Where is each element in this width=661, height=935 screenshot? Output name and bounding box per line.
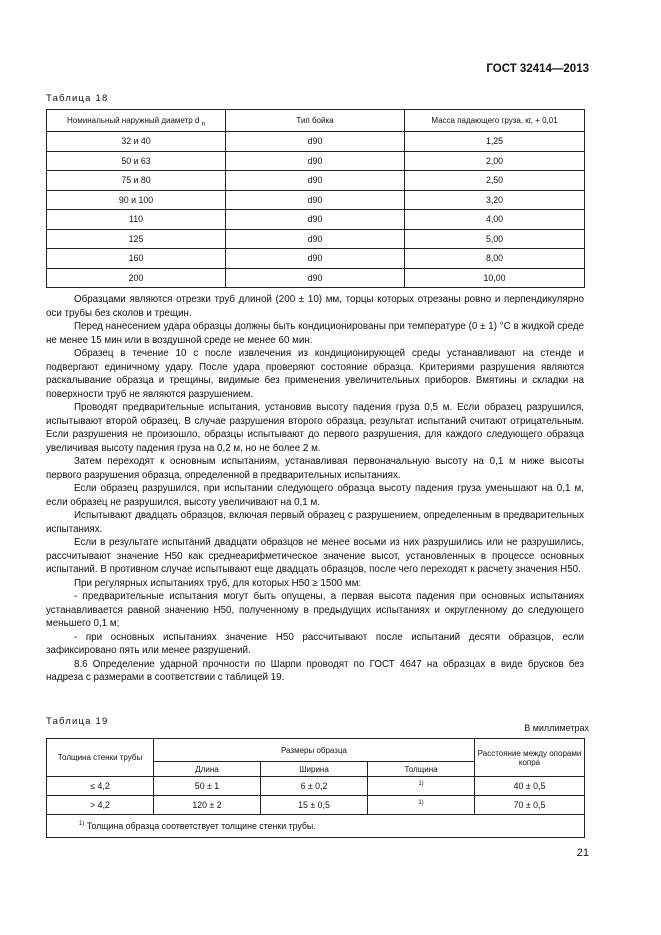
column-header-diameter: Номинальный наружный диаметр d $_n$: [47, 110, 226, 132]
cell-thickness: [368, 777, 475, 796]
column-header-width: Ширина: [261, 762, 368, 777]
cell-distance: 40 ± 0,5: [475, 777, 585, 796]
cell-diameter: 160: [47, 249, 226, 269]
table-header-row: [47, 110, 585, 132]
table-row: [47, 190, 585, 210]
table-row: [47, 132, 585, 152]
paragraph: Образец в течение 10 с после извлечения из кондиционирующей среды устанавливают на стенде и подвергают единичному удару. После удара проверяют состояние образца. Критериями разрушения являются раскалывание образца и трещины, видимые без применения увеличительных приборов. Вмятины и складки на поверхности труб не являются разрушением.: [46, 348, 584, 400]
cell-width: 15 ± 0,5: [261, 796, 368, 815]
cell-striker: d90: [226, 210, 405, 230]
cell-diameter: 125: [47, 229, 226, 249]
cell-length: 120 ± 2: [154, 796, 261, 815]
table-row: [47, 249, 585, 269]
paragraph: Перед нанесением удара образцы должны быть кондиционированы при температуре (0 ± 1) °С в жидкой среде не менее 15 мин или в воздушной среде не менее 60 мин.: [46, 321, 584, 346]
paragraph: Если в результате испытаний двадцати образцов не менее восьми из них разрушились или не разрушились, рассчитывают значение H50 как среднеарифметическое значение высот, установленных в процессе основных испытаний. В противном случае испытывают еще двадцать образцов, после чего переходят к расчету значения H50.: [46, 537, 584, 575]
cell-mass: 10,00: [405, 268, 585, 288]
paragraph: При регулярных испытаниях труб, для которых H50 ≥ 1500 мм:: [74, 577, 362, 589]
list-item: - предварительные испытания могут быть опущены, а первая высота падения при основных испытаниях устанавливается равной значению H50, полученному в предыдущих испытаниях и округленному до следующего меньшего 0,1 м;: [46, 591, 584, 629]
footnote: $^{1)}$ Толщина образца соответствует толщине стенки трубы.: [47, 815, 585, 838]
column-header-support-distance: Расстояние между опорами копра: [475, 739, 585, 777]
footnote-row: [47, 815, 585, 838]
footnote-ref: 1): [418, 800, 424, 807]
cell-striker: d90: [226, 229, 405, 249]
cell-striker: d90: [226, 151, 405, 171]
column-header-mass: Масса падающего груза, кг, + 0,01: [405, 110, 585, 132]
table-19-caption: Таблица 19: [46, 716, 109, 727]
table-header-row: [47, 739, 585, 762]
document-code: ГОСТ 32414—2013: [486, 63, 589, 75]
cell-mass: 8,00: [405, 249, 585, 269]
page-number: 21: [576, 847, 589, 859]
column-group-header-sample-size: Размеры образца: [154, 739, 475, 762]
cell-distance: 70 ± 0,5: [475, 796, 585, 815]
table-row: [47, 796, 585, 815]
cell-diameter: 50 и 63: [47, 151, 226, 171]
cell-diameter: 110: [47, 210, 226, 230]
cell-striker: d90: [226, 249, 405, 269]
cell-striker: d90: [226, 132, 405, 152]
paragraph: Образцами являются отрезки труб длиной (200 ± 10) мм, торцы которых отрезаны ровно и перпендикулярно оси трубы без сколов и трещин.: [46, 294, 584, 319]
list-item: - при основных испытаниях значение H50 рассчитывают после испытаний десяти образцов, если зафиксировано пять или менее разрушений.: [46, 631, 584, 656]
paragraph: Испытывают двадцать образцов, включая первый образец с разрушением, определенным в предварительных испытаниях.: [46, 510, 584, 535]
cell-mass: 2,50: [405, 171, 585, 191]
table-19: [46, 738, 585, 838]
table-row: [47, 151, 585, 171]
cell-striker: d90: [226, 171, 405, 191]
table-row: [47, 268, 585, 288]
column-header-thickness: Толщина: [368, 762, 475, 777]
table-row: [47, 229, 585, 249]
cell-mass: 4,00: [405, 210, 585, 230]
table-row: [47, 777, 585, 796]
unit-note: В миллиметрах: [524, 723, 589, 733]
column-header-striker-type: Тип бойка: [226, 110, 405, 132]
column-header-length: Длина: [154, 762, 261, 777]
cell-wall: ≤ 4,2: [47, 777, 154, 796]
cell-mass: 1,25: [405, 132, 585, 152]
cell-diameter: 90 и 100: [47, 190, 226, 210]
paragraph: Затем переходят к основным испытаниям, устанавливая первоначальную высоту на 0,1 м ниже высоты первого разрушения образца, определенной в предварительных испытаниях.: [46, 456, 584, 481]
cell-wall: > 4,2: [47, 796, 154, 815]
column-header-wall-thickness: Толщина стенки трубы: [47, 739, 154, 777]
cell-mass: 5,00: [405, 229, 585, 249]
table-row: [47, 210, 585, 230]
cell-width: 6 ± 0,2: [261, 777, 368, 796]
cell-striker: d90: [226, 190, 405, 210]
cell-diameter: 75 и 80: [47, 171, 226, 191]
table-18: [46, 109, 585, 288]
cell-diameter: 32 и 40: [47, 132, 226, 152]
cell-length: 50 ± 1: [154, 777, 261, 796]
body-text: [46, 293, 584, 685]
cell-mass: 3,20: [405, 190, 585, 210]
table-18-caption: Таблица 18: [46, 93, 109, 104]
cell-diameter: 200: [47, 268, 226, 288]
paragraph: Если образец разрушился, при испытании следующего образца высоту падения груза уменьшают на 0,1 м, если образец не разрушился, высоту увеличивают на 0,1 м.: [46, 483, 584, 508]
footnote-ref: 1): [418, 781, 424, 788]
table-row: [47, 171, 585, 191]
paragraph: 8.6 Определение ударной прочности по Шарпи проводят по ГОСТ 4647 на образцах в виде брусков без надреза с размерами в соответствии с таблицей 19.: [46, 658, 584, 683]
paragraph: Проводят предварительные испытания, установив высоту падения груза 0,5 м. Если образец разрушился, испытывают второй образец. В случае разрушения второго образца, результат испытаний считают отрицательным. Если разрушения не произошло, образцы испытывают до первого разрушения, для каждого следующего образца увеличивая высоту падения груза на 0,2 м, но не более 2 м.: [46, 402, 584, 454]
cell-mass: 2,00: [405, 151, 585, 171]
cell-thickness: [368, 796, 475, 815]
cell-striker: d90: [226, 268, 405, 288]
